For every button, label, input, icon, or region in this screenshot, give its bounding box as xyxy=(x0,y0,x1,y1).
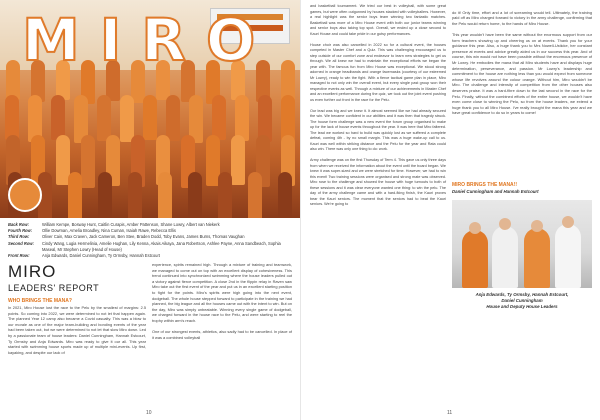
house-group-photo xyxy=(0,0,300,218)
caption-row: Second Row: Cindy Wang, Lugia Hermelinia, Amelie Hughan, Lily Kenna, Akais Aikaya, Jana Robertson, Ashlee Payne, Anna Sandbeach, Sophia Maseal, Mr Stephen Lowry (Head of House) xyxy=(8,240,281,252)
leaders-photo xyxy=(452,200,592,288)
body-text: do it! Only time, effort and a lot of screaming would tell. Ultimately, the training paid off as Miro charged forward to victory in the army challenge, confirming that the Pelu would return home, to the hands of Miro House. This year wouldn't have been the same without the enormous support from our form teachers showing up and cheering us on at events. Thank you for your guidance this year. Also, a huge thank you to Mrs Nowell-Usticke, her constant presence at events and advice greatly aided us in our success this year. And of course, this win would not have been possible without the enormous presence of Mr Lowry. He embodies the mana that all Miro students have and displays huge determination, perseverance, and passion. Mr Lowry's leadership and commitment to the house are nothing less than you would expect from someone whose life revolves around the colour orange. Without him, Miro wouldn't be Miro. The challenge and intensity of competition from the other houses also deserves praise. It was a hard-fibre down to the last second in the race for the Pelu. Finally, without the combined efforts of the entire house, we wouldn't have even come close to winning the Pelu, so from the house leaders, we extend a huge thank you to all Miro House. I've really brought the mana this year and we have great confidence to do so in years to come! xyxy=(452,9,592,116)
leaders-photo-caption: Anja Edwards, Ty Ormsby, Hannah Estcourt, Daniel Cunningham House and Deputy House Leaders xyxy=(475,292,569,309)
caption-row: Back Row: William Kempe, Bosway Hunt, Caitlin Curapis, Amber Pattenson, Shane Lowry, Albert van Niekerk xyxy=(8,222,220,227)
signoff-names: Daniel Cunningham and Hannah Estcourt xyxy=(452,189,539,194)
heading-report: LEADERS' REPORT xyxy=(8,283,100,293)
signoff-heading: MIRO BRINGS THE MANA!! xyxy=(452,182,517,188)
right-column-2 xyxy=(452,4,592,121)
right-column-1: and basketball tournament. We tried our best in volleyball, with some great games, but were often outgunned by houses stacked with volleyballers. However, a real highlight was the senior boys team winning two fantastic matches. Basketball was more of a Miro House event with both our junior teams winning and senior boys also taking top spot. Overall, we ended up a close second to Kauri House and could take pride in our gutsy performances. House choir was also cancelled in 2022 so for a cultural event, the houses competed in Master Chef and a Quiz. This was challenging encouraged us to step outside of our comfort zone and endeavor to learn new strategies to get us through. We all knew we had to maintain the exceptional efforts we began the year with. The famous fun from Miro House was exceptional. We stood strong adorned in orange headbands and orange facemasks (courtesy of our esteemed Mr Lowry), ready to win the fight. With a fierce tactical game plan in place, Miro managed to not only win the overall event, but every single past group won their respective events as well. Through a mixture of our achievements in Master Chef and an excellent performance during the quiz, we took out the joint event pushing us even further out front in the race for the Pelu. Our lead was big and we knew it. It almost seemed like we had already secured the win. We became confident in our abilities and it was then that tragedy struck. The house form challenge was a new event the forum group organised to make up for the lack of house events throughout the year. It was here that Miro faltered. The lead we worked so hard to build was quickly lost as we suffered a complete defeat, coming 4th - by no small margin. This was a huge wake-up call to us. Kauri was well within striking distance and the Pelu for the year and Rata could also win. There was only one thing to do: work. Army challenge was on the first Thursday of Term 4. This gave us only three days from when we received the information about the event until the board began. We knew it was super-sized and we were stretched for time. However, we had to win this event! Two training sessions were organised and strong mate was observed. Miro rose to the challenge and showed the house with huge turnouts to both of these sessions and it was clear everyone wanted one thing: to win the pelu. The day of the army challenge came and with a hard-fking finish, the Kauri proves bear the Kauri seniors. The moment that the seniors had to beat the Kauri seniors. We're going to xyxy=(310,4,446,206)
section-subhead: WHO BRINGS THE MANA? xyxy=(8,298,72,304)
body-text: In 2021, Miro House lost the race to the Pelu by the smallest of margins: 2.5 points. So coming into 2022, we were determined to not let that happen again. The planned Year 12 camp also became a Covid casualty. This was a blow to our morale as one of the major team-building and bonding events of the year had been taken out, but we were determined to not let that slow Miro down. Led by a passionate team of house leaders: Daniel Cunningham, Hannah Estcourt, Ty Ormsby and Anja Edwards. Miro was ready to give it our all. This year started with swimming house sports made up of multiple mini-events. Up first, kayaking, and despite our lack of xyxy=(8,305,146,355)
left-column-2: experience, spirits remained high. Through a mixture of training and teamwork, we managed to come out on top with an excellent display of cohesiveness. This trend continued into synchronized swimming where the house leaders pulled out a victory against fierce competition. A close 2nd in the flippin relay in Raven saw Miro take out the first event of the year and put us in an excellent starting position to fight for the points. Miro's spirits were high going into the next event, dodgeball. The whole house stepped forward to participate in the training we had planned, the big league and all the houses came out with the intent to win. But on the day, Miro was simply unbeatable. Winning every single game of dodgeball, we charged forward in the house race to the Pelu, and were starting to reel the trophy within arm's reach. One of our strongest events, athletics, also sadly had to be cancelled. In place of it was a combined volleyball xyxy=(152,262,292,340)
photo-caption xyxy=(8,222,294,259)
page-number: 11 xyxy=(447,410,453,416)
left-column-1 xyxy=(8,298,146,355)
right-page xyxy=(300,0,600,420)
caption-row: Third Row: Oliver Cain, Max Craven, Jack Cameron, Ben Stee, Braden Dodd, Toby Evans, James Burns, Thomas Vaughan xyxy=(8,234,245,240)
heading-house: MIRO xyxy=(8,262,57,281)
house-emblem xyxy=(8,178,42,212)
leaders-report-heading xyxy=(8,262,99,293)
page-number: 10 xyxy=(146,410,152,416)
house-title: MIRO xyxy=(22,6,276,74)
caption-row: Front Row: Anja Edwards, Daniel Cunningham, Ty Ormsby, Hannah Estcourt xyxy=(8,253,160,259)
signoff xyxy=(452,182,592,194)
caption-row: Fourth Row: Ollie Dowman, Amelia Broadley, Nina Cuman, Isaiah Rawe, Rebecca Ellis xyxy=(8,228,176,234)
